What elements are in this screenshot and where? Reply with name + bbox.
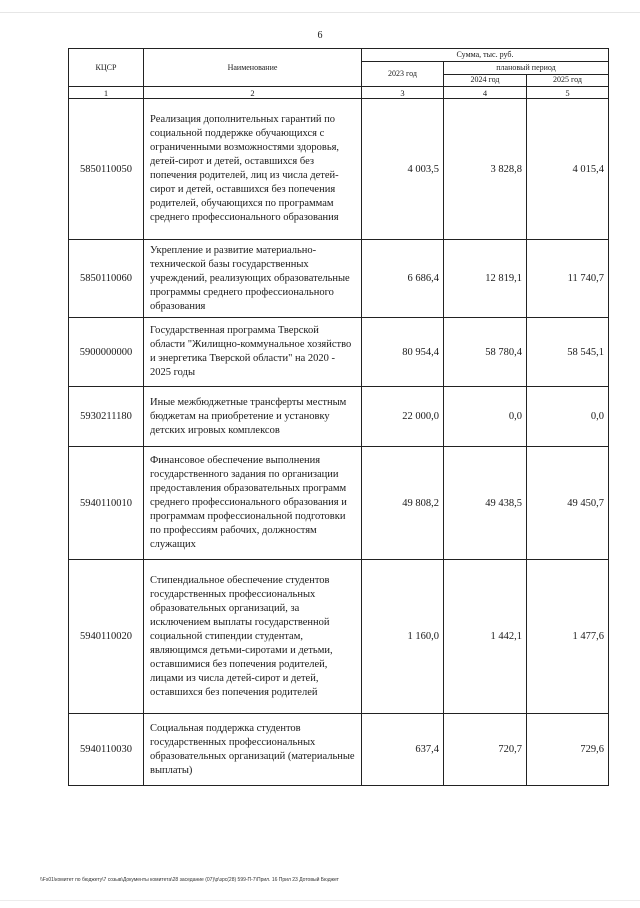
row-name: Стипендиальное обеспечение студентов государственных профессиональных образовательных организаций, за исключением выплаты государственной социальной стипендии студентам, являющимся детьми-сиротами и детьми, оставшимися без попечения родителей, лицами из числа детей-сирот и детей, оставшихся без попечения родителей — [144, 560, 362, 714]
row-code: 5940110020 — [69, 560, 144, 714]
table-row — [69, 318, 609, 387]
column-number: 4 — [444, 87, 527, 99]
table-row — [69, 714, 609, 786]
table-row — [69, 99, 609, 240]
row-code: 5930211180 — [69, 387, 144, 447]
row-name: Укрепление и развитие материально-технической базы государственных учреждений, реализующих образовательные программы среднего профессионального образования — [144, 240, 362, 318]
row-value-2024: 720,7 — [444, 714, 527, 786]
row-value-2025: 729,6 — [527, 714, 609, 786]
row-value-2023: 637,4 — [362, 714, 444, 786]
row-value-2024: 49 438,5 — [444, 447, 527, 560]
table-row — [69, 240, 609, 318]
budget-table — [68, 48, 609, 786]
header-sum-group: Сумма, тыс. руб. — [362, 49, 609, 62]
table-row — [69, 447, 609, 560]
column-number: 2 — [144, 87, 362, 99]
row-code: 5850110060 — [69, 240, 144, 318]
row-value-2025: 11 740,7 — [527, 240, 609, 318]
row-value-2024: 0,0 — [444, 387, 527, 447]
row-name: Реализация дополнительных гарантий по социальной поддержке обучающихся с ограниченными возможностями здоровья, детей-сирот и детей, оставшихся без попечения родителей, лиц из числа детей-сирот и детей, оставшихся без попечения родителей, обучающихся по программам среднего профессионального образования — [144, 99, 362, 240]
row-value-2025: 49 450,7 — [527, 447, 609, 560]
column-number: 1 — [69, 87, 144, 99]
column-number: 5 — [527, 87, 609, 99]
row-name: Финансовое обеспечение выполнения государственного задания по организации предоставления образовательных программ среднего профессионального образования и программам профессиональной подготовки по профессиям рабочих, должностям служащих — [144, 447, 362, 560]
row-value-2024: 1 442,1 — [444, 560, 527, 714]
row-value-2023: 6 686,4 — [362, 240, 444, 318]
row-value-2023: 80 954,4 — [362, 318, 444, 387]
header-planned-period: плановый период — [444, 62, 609, 75]
row-value-2025: 0,0 — [527, 387, 609, 447]
row-name: Иные межбюджетные трансферты местным бюджетам на приобретение и установку детских игровых комплексов — [144, 387, 362, 447]
scan-edge-bottom — [0, 900, 640, 901]
row-value-2023: 22 000,0 — [362, 387, 444, 447]
header-year-2023: 2023 год — [362, 62, 444, 87]
table-row — [69, 387, 609, 447]
row-code: 5900000000 — [69, 318, 144, 387]
scan-edge-top — [0, 12, 640, 13]
row-value-2025: 58 545,1 — [527, 318, 609, 387]
row-code: 5850110050 — [69, 99, 144, 240]
row-name: Социальная поддержка студентов государственных профессиональных образовательных организаций (материальные выплаты) — [144, 714, 362, 786]
row-value-2025: 4 015,4 — [527, 99, 609, 240]
row-value-2024: 12 819,1 — [444, 240, 527, 318]
column-number: 3 — [362, 87, 444, 99]
page-number: 6 — [317, 30, 323, 41]
column-numbers-row — [69, 87, 609, 99]
row-code: 5940110030 — [69, 714, 144, 786]
row-value-2025: 1 477,6 — [527, 560, 609, 714]
row-code: 5940110010 — [69, 447, 144, 560]
row-value-2024: 58 780,4 — [444, 318, 527, 387]
row-value-2023: 1 160,0 — [362, 560, 444, 714]
header-name: Наименование — [144, 49, 362, 87]
file-path-footer: \\Fs01\комитет по бюджету\7 созыв\Документы комитета\28 заседание (07)\р\зрс(28) 599-П-7\Прил. 16 Прил 23 Дотовый Бюджет — [40, 877, 339, 883]
row-value-2023: 49 808,2 — [362, 447, 444, 560]
header-year-2024: 2024 год — [444, 75, 527, 87]
header-code: КЦСР — [69, 49, 144, 87]
row-value-2024: 3 828,8 — [444, 99, 527, 240]
row-name: Государственная программа Тверской области "Жилищно-коммунальное хозяйство и энергетика Тверской области" на 2020 - 2025 годы — [144, 318, 362, 387]
table-row — [69, 560, 609, 714]
row-value-2023: 4 003,5 — [362, 99, 444, 240]
header-year-2025: 2025 год — [527, 75, 609, 87]
